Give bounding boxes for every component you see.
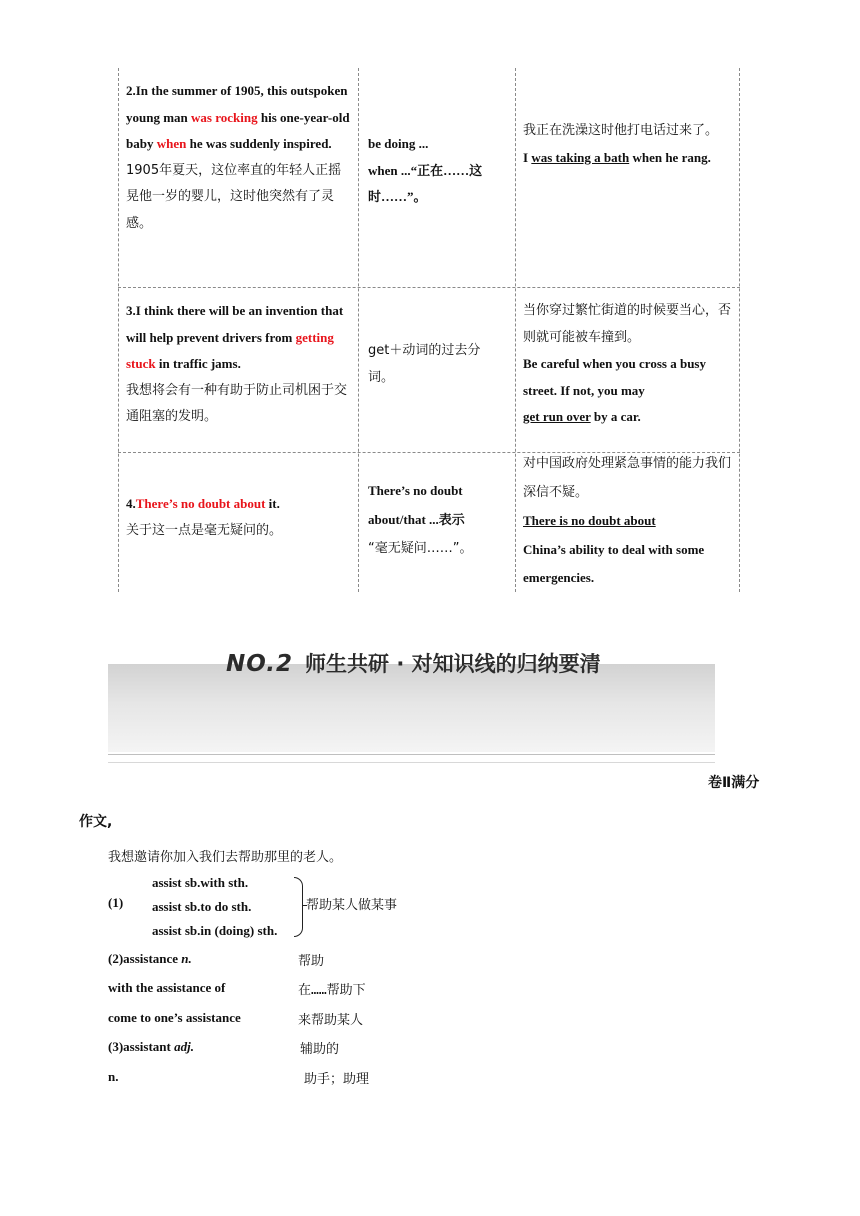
example-sentence-zh: 我想邀请你加入我们去帮助那里的老人。: [108, 850, 343, 865]
example-table: [118, 68, 740, 592]
practice-answer: get run over by a car.: [523, 409, 641, 424]
example-sentence: 2.In the summer of 1905, this outspoken young man was rocking his one-year-old baby when he was suddenly inspired.: [126, 83, 350, 151]
vocab-meaning: 在……帮助下: [298, 983, 366, 998]
example-sentence: 3.I think there will be an invention that will help prevent drivers from getting stuck in traffic jams.: [126, 303, 344, 371]
banner-title: [226, 648, 601, 678]
vocab-pos: n.: [108, 1069, 119, 1084]
practice-cell: 对中国政府处理紧急事情的能力我们深信不疑。 There is no doubt about China’s ability to deal with some emergencies.: [523, 450, 735, 593]
practice-sentence: Be careful when you cross a busy street. If not, you may: [523, 356, 706, 398]
practice-cell: [523, 118, 735, 171]
example-translation: 1905年夏天，这位率直的年轻人正摇晃他一岁的婴儿，这时他突然有了灵感。: [126, 162, 342, 231]
cropped-heading-fragment: 卷Ⅱ满分: [708, 775, 760, 791]
vocab-phrase: come to one’s assistance: [108, 1010, 241, 1025]
example-sentence: 4.There’s no doubt about it.: [126, 496, 280, 511]
phrase: assist sb.with sth.: [152, 875, 249, 890]
brace-icon: [294, 877, 303, 937]
section-title: 师生共研 · 对知识线的归纳要清: [305, 652, 601, 676]
table-border-right: [739, 68, 740, 592]
row-divider-1: [118, 287, 740, 288]
usage-note: be doing ... when ...“正在……这时……”。: [368, 136, 483, 204]
practice-prompt: 我正在洗澡这时他打电话过来了。: [523, 123, 719, 138]
usage-note: There’s no doubt about/that ...表示 “毫无疑问……”。: [368, 483, 473, 556]
practice-answer: I was taking a bath when he rang.: [523, 149, 711, 165]
table-row: [126, 298, 354, 431]
divider: [108, 754, 715, 755]
table-divider-1: [358, 68, 359, 592]
cropped-label-fragment: 作文,: [79, 814, 113, 830]
example-translation: 关于这一点是毫无疑问的。: [126, 522, 283, 538]
example-translation: 我想将会有一种有助于防止司机困于交通阻塞的发明。: [126, 382, 348, 424]
practice-answer: There is no doubt about: [523, 513, 656, 528]
phrase: assist sb.in (doing) sth.: [152, 923, 278, 938]
practice-prompt: 当你穿过繁忙街道的时候要当心，否则就可能被车撞到。: [523, 303, 732, 345]
vocab-meaning: 助手；助理: [304, 1072, 370, 1087]
phrase: assist sb.to do sth.: [152, 899, 252, 914]
item-number: (1): [108, 895, 124, 910]
practice-cell: [523, 298, 735, 431]
vocab-phrase: with the assistance of: [108, 980, 226, 995]
usage-note: get＋动词的过去分词。: [368, 343, 481, 385]
table-divider-2: [515, 68, 516, 592]
vocab-word: (2)assistance n.: [108, 951, 192, 966]
table-row: [126, 491, 354, 544]
divider: [108, 762, 715, 763]
section-number: NO.2: [226, 651, 294, 677]
section-banner: [108, 640, 715, 755]
practice-prompt: 对中国政府处理紧急事情的能力我们深信不疑。: [523, 456, 732, 500]
vocab-meaning: 帮助: [298, 954, 325, 969]
vocab-meaning: 来帮助某人: [298, 1013, 364, 1028]
table-row: [126, 78, 354, 237]
vocab-word: (3)assistant adj.: [108, 1039, 194, 1054]
table-border-left: [118, 68, 119, 592]
phrase-meaning: 帮助某人做某事: [306, 898, 398, 913]
vocab-meaning: 辅助的: [300, 1042, 340, 1057]
